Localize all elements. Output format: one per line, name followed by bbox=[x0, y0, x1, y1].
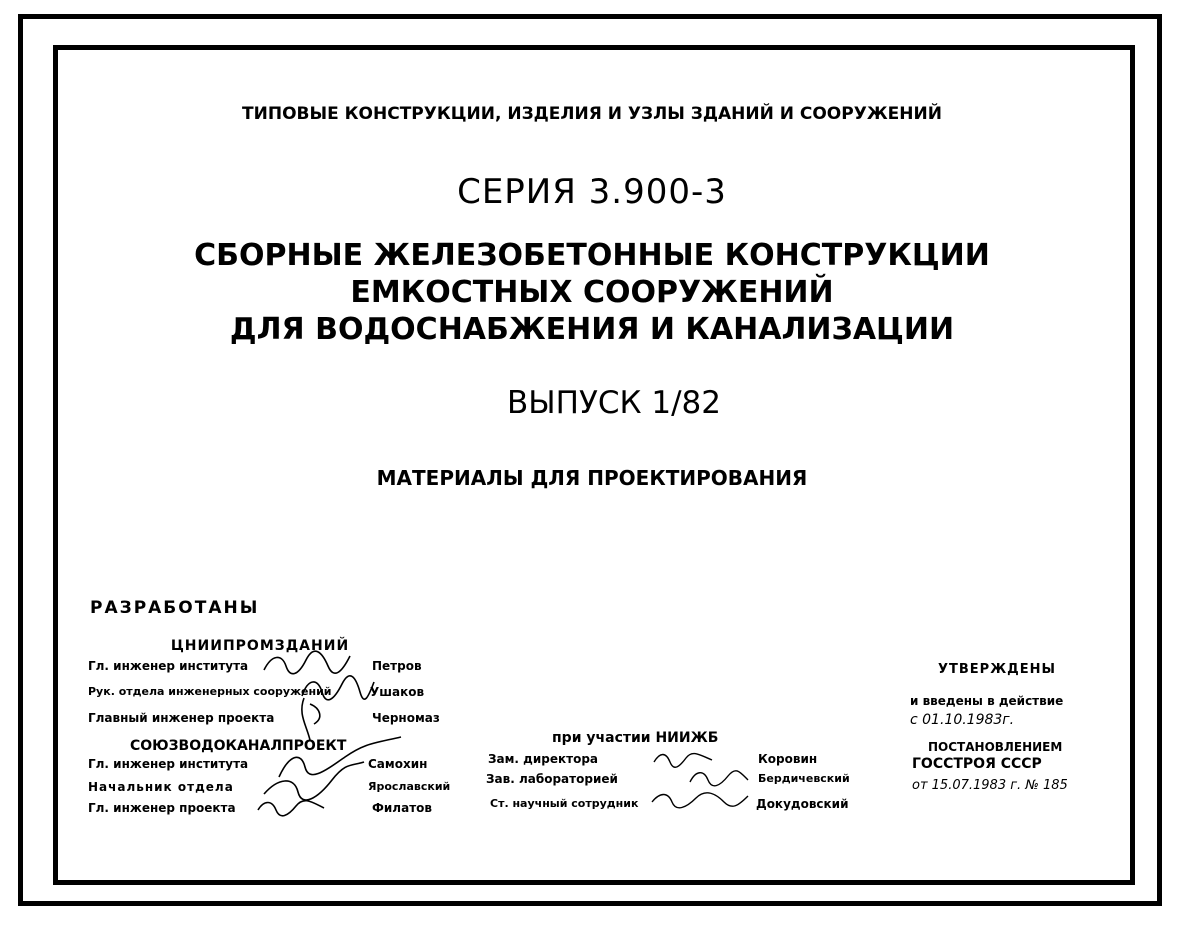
org2-role-2: Начальник отдела bbox=[88, 780, 234, 794]
org2-person-3: Филатов bbox=[372, 801, 432, 815]
org1-person-3: Черномаз bbox=[372, 711, 440, 725]
niizhb-person-2: Бердичевский bbox=[758, 772, 850, 785]
niizhb-role-1: Зам. директора bbox=[488, 752, 599, 766]
signature-dokudovsky bbox=[650, 790, 750, 812]
signature-filatov bbox=[256, 796, 326, 820]
developed-label: РАЗРАБОТАНЫ bbox=[90, 598, 260, 618]
approval-date: с 01.10.1983г. bbox=[910, 712, 1015, 728]
org1-role-2: Рук. отдела инженерных сооружений bbox=[88, 685, 332, 698]
org1-role-3: Главный инженер проекта bbox=[88, 711, 275, 725]
main-title-line-1: СБОРНЫЕ ЖЕЛЕЗОБЕТОННЫЕ КОНСТРУКЦИИ bbox=[194, 238, 990, 273]
approval-line-4: ГОССТРОЯ СССР bbox=[912, 756, 1042, 772]
participation-label: при участии НИИЖБ bbox=[552, 730, 719, 746]
series-title: СЕРИЯ 3.900-3 bbox=[457, 172, 727, 212]
approval-label: УТВЕРЖДЕНЫ bbox=[938, 662, 1056, 677]
niizhb-person-1: Коровин bbox=[758, 752, 818, 766]
approval-line-3: ПОСТАНОВЛЕНИЕМ bbox=[928, 740, 1063, 754]
niizhb-person-3: Докудовский bbox=[756, 797, 849, 811]
niizhb-role-2: Зав. лабораторией bbox=[486, 772, 618, 786]
org2-role-1: Гл. инженер института bbox=[88, 757, 249, 771]
org2-role-3: Гл. инженер проекта bbox=[88, 801, 236, 815]
org1-role-1: Гл. инженер института bbox=[88, 659, 249, 673]
header-line: ТИПОВЫЕ КОНСТРУКЦИИ, ИЗДЕЛИЯ И УЗЛЫ ЗДАНИЙ И СООРУЖЕНИЙ bbox=[242, 104, 942, 124]
org2-name: СОЮЗВОДОКАНАЛПРОЕКТ bbox=[130, 738, 347, 754]
main-title-line-3: ДЛЯ ВОДОСНАБЖЕНИЯ И КАНАЛИЗАЦИИ bbox=[229, 312, 955, 347]
main-title-line-2: ЕМКОСТНЫХ СООРУЖЕНИЙ bbox=[350, 275, 834, 310]
issue-number: ВЫПУСК 1/82 bbox=[507, 385, 721, 421]
org1-person-1: Петров bbox=[372, 659, 422, 673]
signature-berdichevsky bbox=[688, 766, 750, 790]
niizhb-role-3: Ст. научный сотрудник bbox=[490, 797, 639, 810]
org1-person-2: Ушаков bbox=[370, 685, 425, 699]
approval-line-5: от 15.07.1983 г. № 185 bbox=[912, 778, 1068, 793]
approval-line-1: и введены в действие bbox=[910, 694, 1064, 708]
org1-name: ЦНИИПРОМЗДАНИЙ bbox=[170, 638, 350, 654]
org2-person-1: Самохин bbox=[368, 757, 428, 771]
org2-person-2: Ярославский bbox=[368, 780, 451, 793]
subtitle: МАТЕРИАЛЫ ДЛЯ ПРОЕКТИРОВАНИЯ bbox=[376, 466, 808, 490]
